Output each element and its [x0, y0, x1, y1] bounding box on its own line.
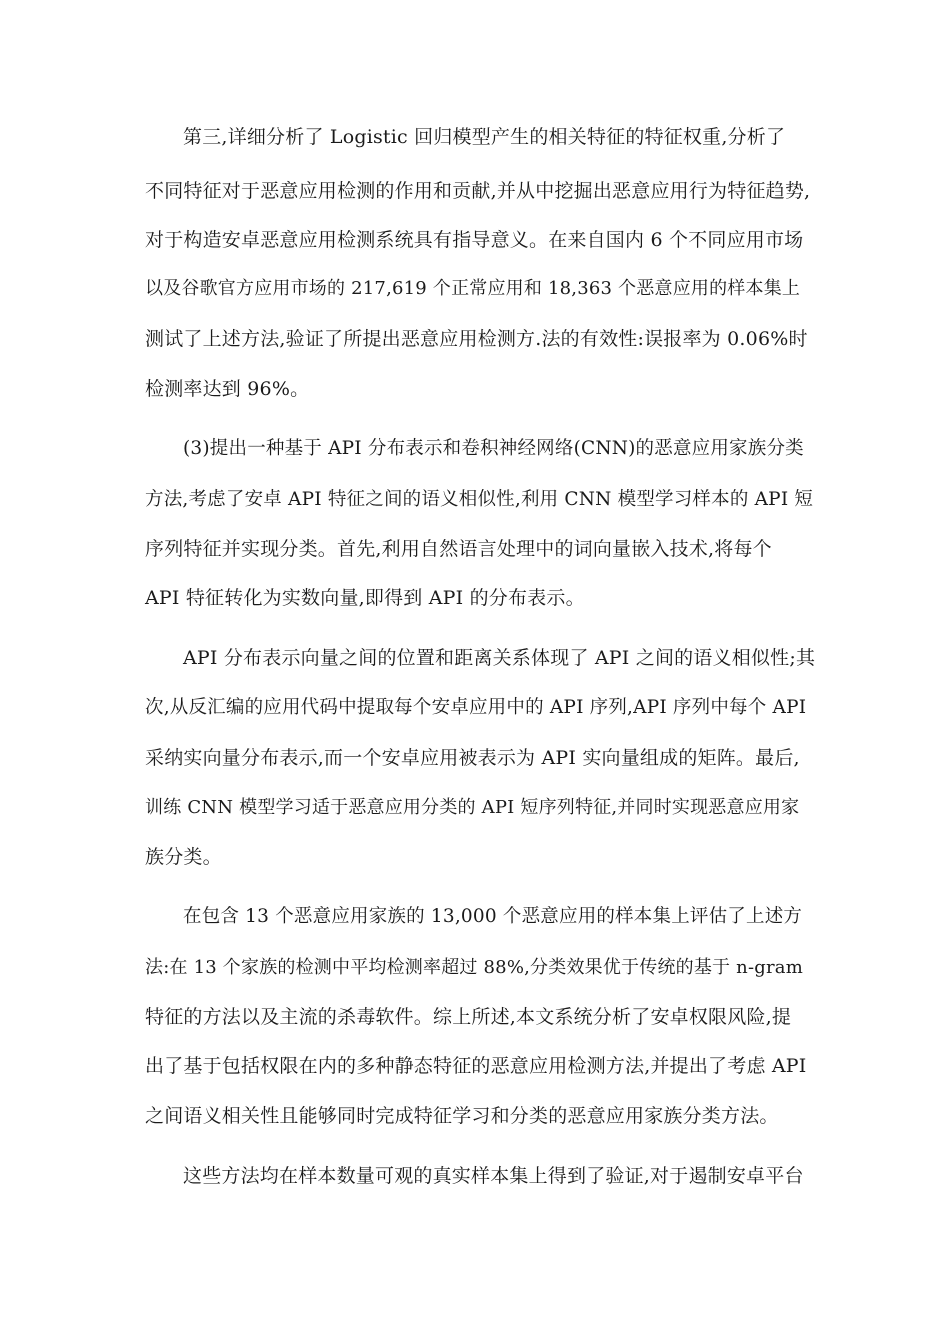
paragraph-2-line-1: (3)提出一种基于 API 分布表示和卷积神经网络(CNN)的恶意应用家族分类	[183, 438, 804, 459]
paragraph-1-line-4: 以及谷歌官方应用市场的 217,619 个正常应用和 18,363 个恶意应用的样本集上	[145, 278, 801, 299]
paragraph-4-line-3: 特征的方法以及主流的杀毒软件。综上所述,本文系统分析了安卓权限风险,提	[145, 1006, 792, 1028]
paragraph-1-line-3: 对于构造安卓恶意应用检测系统具有指导意义。在来自国内 6 个不同应用市场	[145, 229, 804, 251]
paragraph-2-line-3: 序列特征并实现分类。首先,利用自然语言处理中的词向量嵌入技术,将每个	[145, 538, 772, 560]
paragraph-2-line-2: 方法,考虑了安卓 API 特征之间的语义相似性,利用 CNN 模型学习样本的 API 短	[145, 489, 814, 510]
paragraph-4-line-2: 法:在 13 个家族的检测中平均检测率超过 88%,分类效果优于传统的基于 n-gram	[145, 957, 803, 978]
paragraph-4-line-4: 出了基于包括权限在内的多种静态特征的恶意应用检测方法,并提出了考虑 API	[145, 1055, 807, 1077]
paragraph-3-line-3: 采纳实向量分布表示,而一个安卓应用被表示为 API 实向量组成的矩阵。最后,	[145, 747, 800, 769]
paragraph-4-line-5: 之间语义相关性且能够同时完成特征学习和分类的恶意应用家族分类方法。	[145, 1105, 779, 1127]
paragraph-1-line-2: 不同特征对于恶意应用检测的作用和贡献,并从中挖掘出恶意应用行为特征趋势,	[145, 180, 811, 202]
paragraph-1-line-1: 第三,详细分析了 Logistic 回归模型产生的相关特征的特征权重,分析了	[183, 126, 786, 148]
paragraph-3-line-1: API 分布表示向量之间的位置和距离关系体现了 API 之间的语义相似性;其	[183, 647, 816, 669]
paragraph-3-line-4: 训练 CNN 模型学习适于恶意应用分类的 API 短序列特征,并同时实现恶意应用家	[145, 797, 800, 818]
paragraph-5-line-1: 这些方法均在样本数量可观的真实样本集上得到了验证,对于遏制安卓平台	[183, 1165, 804, 1187]
paragraph-3-line-5: 族分类。	[145, 846, 222, 868]
paragraph-3-line-2: 次,从反汇编的应用代码中提取每个安卓应用中的 API 序列,API 序列中每个 API	[145, 697, 807, 718]
paragraph-1-line-5: 测试了上述方法,验证了所提出恶意应用检测方.法的有效性:误报率为 0.06%时	[145, 328, 808, 350]
paragraph-2-line-4: API 特征转化为实数向量,即得到 API 的分布表示。	[145, 587, 585, 609]
paragraph-1-line-6: 检测率达到 96%。	[145, 378, 310, 400]
paragraph-4-line-1: 在包含 13 个恶意应用家族的 13,000 个恶意应用的样本集上评估了上述方	[183, 906, 803, 927]
